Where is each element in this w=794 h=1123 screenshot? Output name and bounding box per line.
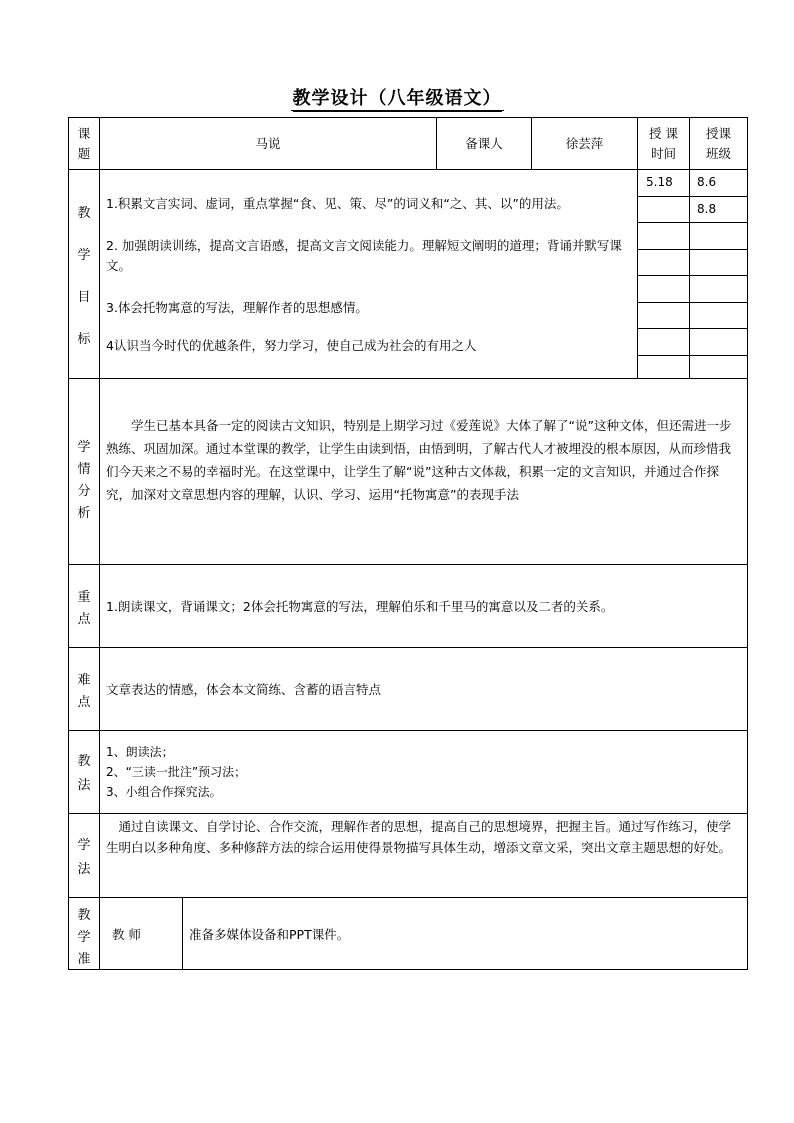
- analysis-text: 学生已基本具备一定的阅读古文知识，特别是上期学习过《爱莲说》大体了解了“说”这种文体，但还需进一步熟练、巩固加深。通过本堂课的教学，让学生由读到悟，由悟到明，了解古代人才被埋没的根本原因，从而珍惜我们今天来之不易的幸福时光。在这堂课中，让学生了解“说”这种古文体裁，积累一定的文言知识，并通过合作探究，加深对文章思想内容的理解，认识、学习、运用“托物寓意”的表现手法: [106, 418, 732, 502]
- learning-methods-label-2: 法: [77, 862, 91, 877]
- preparer-label: 备课人: [465, 136, 503, 151]
- objectives-label-3: 目: [77, 290, 91, 305]
- row-divider: [68, 564, 748, 565]
- border-top: [68, 117, 748, 118]
- topic-label: 课 题: [77, 126, 91, 161]
- preparation-label-3: 准: [77, 952, 91, 967]
- preparation-label-1: 教: [77, 908, 91, 923]
- col-divider: [182, 897, 183, 969]
- col-divider: [99, 117, 100, 897]
- preparation-text: 准备多媒体设备和PPT课件。: [189, 927, 350, 942]
- schedule-class: 8.6: [697, 175, 717, 189]
- topic-value: 马说: [255, 136, 281, 151]
- schedule-row-divider: [637, 196, 747, 197]
- border-right: [747, 117, 748, 970]
- objectives-label-2: 学: [77, 248, 91, 263]
- objective-item: 4认识当今时代的优越条件，努力学习，使自己成为社会的有用之人: [106, 338, 477, 353]
- schedule-row-divider: [637, 302, 747, 303]
- analysis-label-2: 情: [77, 462, 91, 477]
- teaching-methods-label-1: 教: [77, 754, 91, 769]
- difficulties-label-1: 难: [77, 673, 91, 688]
- analysis-label-3: 分: [77, 484, 91, 499]
- teaching-method-item: 3、小组合作探究法。: [106, 785, 222, 799]
- teaching-methods-label-2: 法: [77, 778, 91, 793]
- teaching-method-item: 1、朗读法；: [106, 745, 174, 759]
- difficulties-label-2: 点: [77, 695, 91, 710]
- learning-methods-label-1: 学: [77, 838, 91, 853]
- objective-item: 2. 加强朗读训练，提高文言语感，提高文言文阅读能力。理解短文阐明的道理；背诵并默写课文。: [106, 238, 622, 273]
- border-bottom: [68, 969, 748, 970]
- key-points-text: 1.朗读课文，背诵课文；2体会托物寓意的写法，理解伯乐和千里马的寓意以及二者的关系。: [106, 599, 614, 614]
- row-divider: [68, 813, 748, 814]
- schedule-time: 5.18: [646, 175, 673, 189]
- row-divider: [68, 647, 748, 648]
- teaching-method-item: 2、“三读一批注”预习法；: [106, 765, 247, 779]
- preparation-label-2: 学: [77, 930, 91, 945]
- row-divider: [68, 730, 748, 731]
- objective-item: 1.积累文言实词、虚词，重点掌握“食、见、策、尽”的词义和“之、其、以”的用法。: [106, 196, 569, 211]
- schedule-class: 8.8: [697, 202, 717, 216]
- time-label: 授 课 时间: [649, 126, 678, 161]
- page-title: 教学设计（八年级语文）: [292, 88, 502, 109]
- objective-item: 3.体会托物寓意的写法，理解作者的思想感情。: [106, 300, 368, 315]
- learning-methods-text: 通过自读课文、自学讨论、合作交流，理解作者的思想，提高自己的思想境界，把握主旨。通过写作练习，使学生明白以多种角度、多种修辞方法的综合运用使得景物描写具体生动，增添文章文采，突出文章主题思想的好处。: [106, 819, 732, 855]
- difficulties-text: 文章表达的情感，体会本文简练、含蓄的语言特点: [106, 682, 382, 697]
- schedule-row-divider: [637, 249, 747, 250]
- row-divider: [68, 897, 748, 898]
- schedule-row-divider: [637, 275, 747, 276]
- schedule-row-divider: [637, 328, 747, 329]
- objectives-label-4: 标: [77, 332, 91, 347]
- preparation-role: 教 师: [112, 927, 141, 942]
- class-label: 授课 班级: [705, 126, 731, 161]
- objectives-label-1: 教: [77, 206, 91, 221]
- col-divider: [99, 897, 100, 969]
- analysis-label-1: 学: [77, 440, 91, 455]
- analysis-label-4: 析: [77, 506, 91, 521]
- key-points-label-1: 重: [77, 590, 91, 605]
- row-divider: [68, 378, 748, 379]
- key-points-label-2: 点: [77, 612, 91, 627]
- schedule-row-divider: [637, 355, 747, 356]
- preparer-value: 徐芸萍: [565, 136, 604, 151]
- row-divider: [68, 169, 748, 170]
- schedule-row-divider: [637, 222, 747, 223]
